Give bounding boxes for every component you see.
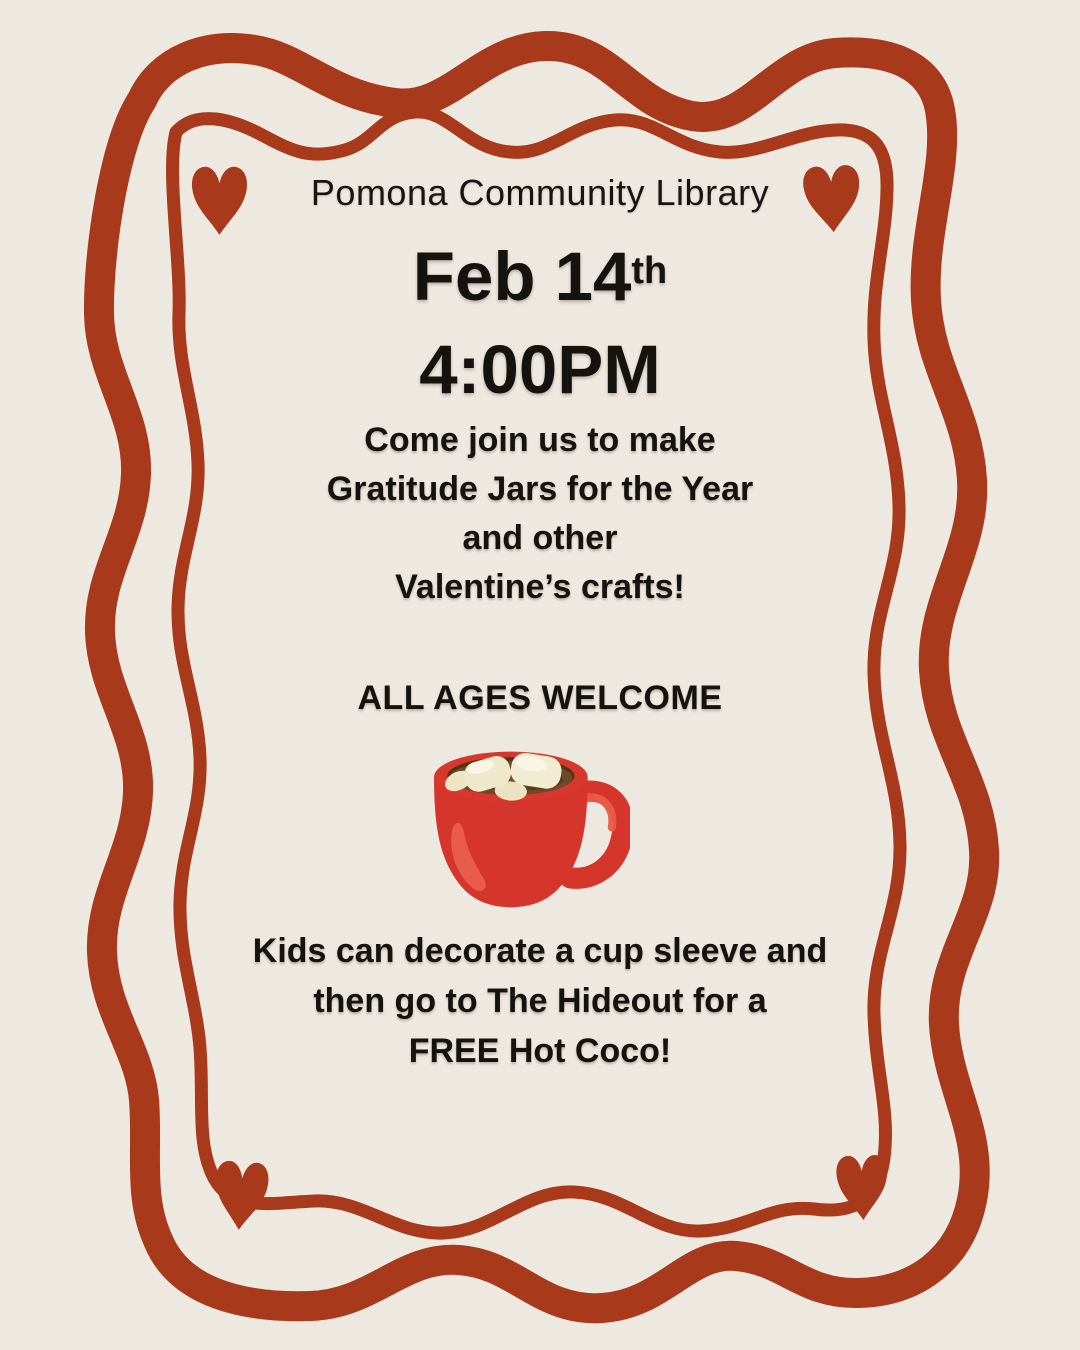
event-date-ordinal-suffix: th bbox=[631, 249, 668, 292]
footer-line: Kids can decorate a cup sleeve and bbox=[252, 932, 828, 970]
footer-note bbox=[0, 926, 1080, 1076]
event-date-main: Feb 14 bbox=[412, 238, 632, 315]
audience-note: ALL AGES WELCOME bbox=[357, 679, 723, 717]
event-description bbox=[0, 416, 1080, 612]
description-line: Come join us to make bbox=[364, 421, 716, 459]
event-time: 4:00PM bbox=[419, 331, 661, 408]
heart-icon bbox=[213, 1160, 270, 1232]
footer-line: FREE Hot Coco! bbox=[408, 1032, 672, 1070]
footer-line: then go to The Hideout for a bbox=[313, 982, 767, 1020]
hot-cocoa-mug-icon bbox=[428, 750, 630, 928]
organization-title: Pomona Community Library bbox=[310, 172, 770, 213]
description-line: Valentine’s crafts! bbox=[395, 568, 685, 606]
description-line: and other bbox=[462, 519, 618, 557]
event-date bbox=[0, 238, 1080, 315]
description-line: Gratitude Jars for the Year bbox=[326, 470, 754, 508]
